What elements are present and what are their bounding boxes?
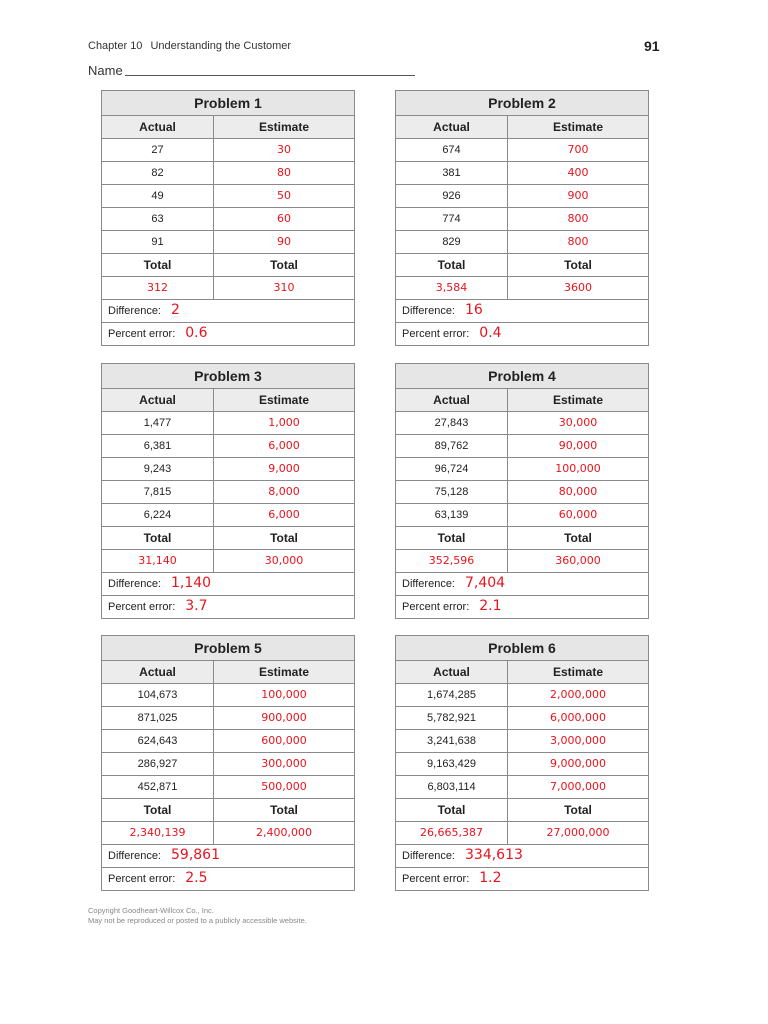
table-row — [102, 776, 354, 799]
difference-value[interactable]: 59,861 — [171, 847, 220, 863]
difference-label: Difference: — [108, 578, 161, 590]
difference-value[interactable]: 7,404 — [465, 575, 506, 591]
actual-value: 829 — [396, 231, 508, 253]
actual-value: 926 — [396, 185, 508, 207]
estimate-total-label: Total — [564, 803, 592, 817]
total-row — [396, 822, 648, 845]
actual-header: Actual — [396, 116, 508, 138]
estimate-value[interactable]: 700 — [567, 143, 589, 156]
percent-error-label: Percent error: — [402, 601, 470, 613]
table-row — [396, 412, 648, 435]
actual-total-label: Total — [102, 799, 214, 821]
estimate-value[interactable]: 50 — [277, 189, 291, 202]
estimate-value[interactable]: 300,000 — [261, 757, 307, 770]
estimate-value[interactable]: 400 — [567, 166, 589, 179]
table-row — [396, 707, 648, 730]
estimate-value[interactable]: 80,000 — [558, 485, 598, 498]
table-row — [102, 684, 354, 707]
estimate-header: Estimate — [258, 120, 310, 134]
estimate-total-value[interactable]: 2,400,000 — [256, 826, 312, 839]
table-row — [102, 481, 354, 504]
table-row — [102, 435, 354, 458]
table-row — [102, 185, 354, 208]
column-header-row — [396, 389, 648, 412]
estimate-value[interactable]: 30,000 — [558, 416, 598, 429]
difference-row — [396, 845, 648, 868]
estimate-value[interactable]: 6,000 — [268, 439, 300, 452]
problem-title: Problem 5 — [102, 636, 354, 661]
actual-value: 9,243 — [102, 458, 214, 480]
problem-title: Problem 6 — [396, 636, 648, 661]
difference-row — [102, 573, 354, 596]
actual-value: 6,224 — [102, 504, 214, 526]
table-row — [102, 730, 354, 753]
estimate-value[interactable]: 800 — [567, 212, 589, 225]
copyright-footer — [88, 906, 307, 926]
total-header-row — [102, 527, 354, 550]
problem-3-table — [101, 363, 355, 619]
total-header-row — [102, 799, 354, 822]
actual-value: 63,139 — [396, 504, 508, 526]
name-label: Name — [88, 63, 123, 78]
estimate-header: Estimate — [258, 665, 310, 679]
actual-total-value[interactable]: 312 — [102, 277, 214, 299]
actual-value: 3,241,638 — [396, 730, 508, 752]
actual-value: 82 — [102, 162, 214, 184]
percent-error-label: Percent error: — [402, 328, 470, 340]
actual-value: 1,674,285 — [396, 684, 508, 706]
percent-error-value[interactable]: 0.4 — [479, 325, 502, 341]
actual-value: 104,673 — [102, 684, 214, 706]
estimate-value[interactable]: 6,000,000 — [550, 711, 606, 724]
estimate-total-value[interactable]: 3600 — [564, 281, 592, 294]
estimate-value[interactable]: 8,000 — [268, 485, 300, 498]
total-header-row — [102, 254, 354, 277]
estimate-value[interactable]: 3,000,000 — [550, 734, 606, 747]
table-row — [102, 412, 354, 435]
actual-value: 91 — [102, 231, 214, 253]
estimate-header: Estimate — [552, 665, 604, 679]
actual-total-value[interactable]: 31,140 — [102, 550, 214, 572]
total-row — [102, 550, 354, 573]
table-row — [102, 231, 354, 254]
estimate-total-value[interactable]: 27,000,000 — [546, 826, 610, 839]
percent-error-row — [102, 323, 354, 345]
estimate-value[interactable]: 100,000 — [261, 688, 307, 701]
difference-row — [396, 300, 648, 323]
difference-label: Difference: — [402, 850, 455, 862]
estimate-value[interactable]: 1,000 — [268, 416, 300, 429]
table-row — [396, 776, 648, 799]
difference-row — [396, 573, 648, 596]
table-row — [102, 753, 354, 776]
actual-value: 674 — [396, 139, 508, 161]
actual-value: 381 — [396, 162, 508, 184]
percent-error-label: Percent error: — [108, 601, 176, 613]
page-number: 91 — [644, 38, 660, 54]
actual-value: 7,815 — [102, 481, 214, 503]
column-header-row — [102, 661, 354, 684]
difference-row — [102, 845, 354, 868]
table-row — [396, 208, 648, 231]
percent-error-row — [102, 868, 354, 890]
chapter-title: Understanding the Customer — [150, 40, 292, 52]
estimate-value[interactable]: 60 — [277, 212, 291, 225]
table-row — [102, 458, 354, 481]
table-row — [396, 162, 648, 185]
actual-value: 75,128 — [396, 481, 508, 503]
actual-total-label: Total — [396, 254, 508, 276]
table-row — [396, 753, 648, 776]
table-row — [102, 504, 354, 527]
actual-total-label: Total — [102, 527, 214, 549]
estimate-value[interactable]: 6,000 — [268, 508, 300, 521]
problem-1-table — [101, 90, 355, 346]
copyright-line: Copyright Goodheart-Willcox Co., Inc. — [88, 906, 214, 915]
estimate-value[interactable]: 900,000 — [261, 711, 307, 724]
actual-value: 624,643 — [102, 730, 214, 752]
actual-total-label: Total — [396, 799, 508, 821]
column-header-row — [102, 389, 354, 412]
actual-header: Actual — [396, 389, 508, 411]
actual-header: Actual — [102, 661, 214, 683]
estimate-value[interactable]: 500,000 — [261, 780, 307, 793]
table-row — [396, 231, 648, 254]
difference-row — [102, 300, 354, 323]
table-row — [102, 208, 354, 231]
table-row — [102, 139, 354, 162]
actual-value: 63 — [102, 208, 214, 230]
estimate-value[interactable]: 800 — [567, 235, 589, 248]
actual-header: Actual — [396, 661, 508, 683]
problem-title: Problem 2 — [396, 91, 648, 116]
problem-6-table — [395, 635, 649, 891]
problem-title: Problem 4 — [396, 364, 648, 389]
table-row — [396, 458, 648, 481]
actual-value: 49 — [102, 185, 214, 207]
problem-5-table — [101, 635, 355, 891]
estimate-total-label: Total — [564, 531, 592, 545]
table-row — [396, 504, 648, 527]
actual-total-value[interactable]: 3,584 — [396, 277, 508, 299]
actual-total-value[interactable]: 2,340,139 — [102, 822, 214, 844]
actual-header: Actual — [102, 116, 214, 138]
actual-total-value[interactable]: 352,596 — [396, 550, 508, 572]
estimate-value[interactable]: 80 — [277, 166, 291, 179]
table-row — [396, 684, 648, 707]
column-header-row — [396, 116, 648, 139]
problem-title: Problem 1 — [102, 91, 354, 116]
actual-value: 96,724 — [396, 458, 508, 480]
percent-error-label: Percent error: — [108, 328, 176, 340]
chapter-heading — [88, 40, 291, 52]
percent-error-value[interactable]: 2.1 — [479, 598, 502, 614]
actual-value: 89,762 — [396, 435, 508, 457]
estimate-total-label: Total — [270, 258, 298, 272]
percent-error-label: Percent error: — [108, 873, 176, 885]
actual-value: 6,381 — [102, 435, 214, 457]
table-row — [396, 185, 648, 208]
estimate-header: Estimate — [258, 393, 310, 407]
estimate-total-value[interactable]: 310 — [273, 281, 295, 294]
estimate-value[interactable]: 9,000,000 — [550, 757, 606, 770]
chapter-number: Chapter 10 — [88, 40, 143, 52]
estimate-value[interactable]: 90 — [277, 235, 291, 248]
percent-error-value[interactable]: 0.6 — [185, 325, 208, 341]
percent-error-row — [102, 596, 354, 618]
estimate-value[interactable]: 100,000 — [555, 462, 601, 475]
actual-header: Actual — [102, 389, 214, 411]
total-header-row — [396, 799, 648, 822]
percent-error-row — [396, 596, 648, 618]
actual-value: 27,843 — [396, 412, 508, 434]
total-row — [102, 277, 354, 300]
problem-title: Problem 3 — [102, 364, 354, 389]
actual-value: 1,477 — [102, 412, 214, 434]
table-row — [102, 707, 354, 730]
difference-label: Difference: — [108, 850, 161, 862]
estimate-total-label: Total — [564, 258, 592, 272]
table-row — [396, 139, 648, 162]
problem-2-table — [395, 90, 649, 346]
total-row — [396, 277, 648, 300]
column-header-row — [396, 661, 648, 684]
estimate-header: Estimate — [552, 120, 604, 134]
table-row — [396, 481, 648, 504]
table-row — [396, 435, 648, 458]
actual-value: 871,025 — [102, 707, 214, 729]
actual-total-label: Total — [102, 254, 214, 276]
table-row — [396, 730, 648, 753]
percent-error-row — [396, 323, 648, 345]
difference-value[interactable]: 1,140 — [171, 575, 212, 591]
difference-label: Difference: — [108, 305, 161, 317]
difference-label: Difference: — [402, 305, 455, 317]
actual-value: 9,163,429 — [396, 753, 508, 775]
estimate-total-label: Total — [270, 531, 298, 545]
percent-error-value[interactable]: 3.7 — [185, 598, 208, 614]
estimate-value[interactable]: 7,000,000 — [550, 780, 606, 793]
estimate-value[interactable]: 2,000,000 — [550, 688, 606, 701]
table-row — [102, 162, 354, 185]
estimate-header: Estimate — [552, 393, 604, 407]
total-row — [102, 822, 354, 845]
estimate-total-label: Total — [270, 803, 298, 817]
actual-value: 286,927 — [102, 753, 214, 775]
actual-value: 5,782,921 — [396, 707, 508, 729]
reproduction-notice: May not be reproduced or posted to a publicly accessible website. — [88, 916, 307, 925]
name-field-line[interactable] — [125, 75, 415, 76]
estimate-value[interactable]: 600,000 — [261, 734, 307, 747]
actual-value: 6,803,114 — [396, 776, 508, 798]
actual-value: 452,871 — [102, 776, 214, 798]
total-row — [396, 550, 648, 573]
percent-error-row — [396, 868, 648, 890]
estimate-value[interactable]: 90,000 — [558, 439, 598, 452]
percent-error-value[interactable]: 2.5 — [185, 870, 208, 886]
difference-value[interactable]: 2 — [171, 302, 180, 318]
actual-total-label: Total — [396, 527, 508, 549]
actual-value: 774 — [396, 208, 508, 230]
estimate-value[interactable]: 60,000 — [558, 508, 598, 521]
estimate-value[interactable]: 30 — [277, 143, 291, 156]
estimate-total-value[interactable]: 360,000 — [555, 554, 601, 567]
total-header-row — [396, 254, 648, 277]
difference-label: Difference: — [402, 578, 455, 590]
difference-value[interactable]: 16 — [465, 302, 483, 318]
actual-value: 27 — [102, 139, 214, 161]
estimate-value[interactable]: 900 — [567, 189, 589, 202]
estimate-total-value[interactable]: 30,000 — [264, 554, 304, 567]
problem-4-table — [395, 363, 649, 619]
difference-value[interactable]: 334,613 — [465, 847, 523, 863]
estimate-value[interactable]: 9,000 — [268, 462, 300, 475]
column-header-row — [102, 116, 354, 139]
percent-error-value[interactable]: 1.2 — [479, 870, 502, 886]
percent-error-label: Percent error: — [402, 873, 470, 885]
actual-total-value[interactable]: 26,665,387 — [396, 822, 508, 844]
total-header-row — [396, 527, 648, 550]
